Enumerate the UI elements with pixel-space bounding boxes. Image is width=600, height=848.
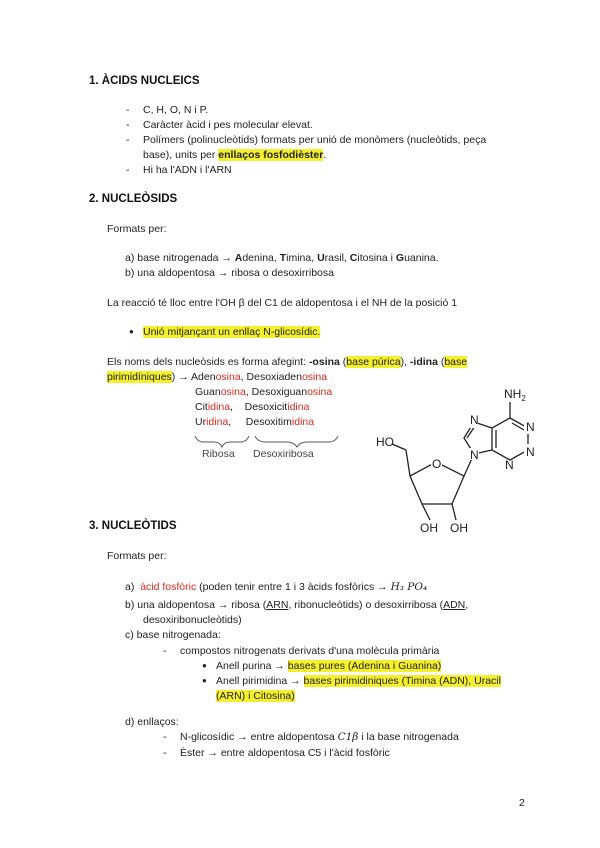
arn: ARN	[266, 599, 289, 611]
ch2-bond	[406, 450, 410, 476]
text: Anell pirimidina →	[216, 675, 304, 687]
n-label: N	[526, 445, 535, 459]
name-row: Guanosina, Desoxiguanosina	[195, 386, 333, 398]
nh2-label: $NH_2$	[504, 387, 526, 403]
letter: C	[349, 252, 358, 264]
n-label: N	[470, 448, 479, 462]
bond-bullet	[143, 325, 320, 339]
list-item-a	[125, 251, 439, 265]
heading-nucleotids: 3. NUCLEÒTIDS	[89, 520, 177, 532]
o-label: O	[432, 457, 442, 471]
names-line-1: Els noms dels nucleòsids es forma afegint: -osina (base púrica), -idina (base	[107, 356, 468, 368]
text: denina,	[242, 252, 280, 264]
text: rasil,	[324, 252, 350, 264]
pyrimidine-ring	[492, 418, 528, 460]
highlight-pirimidiniques: pirimidíniques	[107, 371, 172, 383]
page-number: 2	[519, 797, 525, 809]
text: .	[323, 149, 327, 161]
formats-label: Formats per:	[107, 550, 167, 562]
purina-bullet	[216, 659, 441, 673]
oh-label: OH	[450, 521, 468, 535]
suffix-idina: -idina	[409, 356, 438, 368]
text: Els noms dels nucleòsids es forma afegint:	[107, 356, 309, 368]
adn: ADN	[443, 599, 466, 611]
suffix: idina	[206, 416, 229, 428]
text: N-glicosídic → entre aldopentosa	[180, 731, 338, 743]
highlight-enllacos: enllaços fosfodièster	[218, 149, 324, 161]
text: Anell purina →	[216, 660, 288, 672]
ho-label: HO	[376, 435, 394, 449]
suffix: osina	[307, 386, 333, 398]
highlight-base-purica: base púrica	[346, 356, 401, 368]
heading-nucleosids: 2. NUCLEÒSIDS	[89, 193, 178, 205]
text: base), units per	[143, 149, 219, 161]
highlight-pirimidina: bases pirimidiniques (Timina (ADN), Uracil	[303, 675, 501, 687]
list-item-continuation	[143, 148, 326, 162]
text: Cit	[195, 401, 208, 413]
text: uanina.	[404, 252, 439, 264]
text: (poden tenir entre 1 i 3 àcids fosfòrics →	[196, 581, 391, 593]
text: imina,	[286, 252, 318, 264]
list-item-a	[125, 580, 427, 594]
reaction-text: La reacció té lloc entre l'OH β del C1 de aldopentosa i el NH de la posició 1	[107, 297, 458, 309]
text: ) → Aden	[171, 371, 216, 383]
suffix-osina: -osina	[308, 356, 340, 368]
oh-bond	[422, 504, 430, 520]
list-item: - C, H, O, N i P.	[143, 103, 208, 117]
letter: U	[317, 252, 325, 264]
letter: A	[234, 252, 243, 264]
desoxiribosa-label: Desoxiribosa	[253, 448, 314, 460]
ribosa-label: Ribosa	[202, 448, 235, 460]
list-item-b-cont: desoxiribonucleòtids)	[143, 614, 242, 626]
text: a) base nitrogenada →	[125, 252, 235, 264]
highlight-bond: Unió mitjançant un enllaç N-glicosídic.	[143, 326, 321, 338]
text: Desoxicit	[244, 401, 288, 413]
ho-bond	[392, 444, 406, 450]
label: a)	[125, 581, 135, 593]
pirimidina-bullet	[216, 674, 501, 688]
letter: T	[279, 252, 287, 264]
formats-label: Formats per:	[107, 223, 167, 235]
list-item-b: b) una aldopentosa → ribosa o desoxirribosa	[125, 267, 334, 279]
text: Desoxiguan	[251, 386, 308, 398]
math: C1β	[337, 731, 359, 743]
letter: G	[395, 252, 405, 264]
adenosine-structure	[372, 378, 572, 538]
oh-label: OH	[420, 521, 438, 535]
text: itosina i	[357, 252, 396, 264]
list-item: - Hi ha l'ADN i l'ARN	[143, 163, 232, 177]
text: Ur	[195, 416, 207, 428]
names-line-2: pirimidíniques) → Adenosina, Desoxiadenosina	[107, 371, 328, 383]
suffix: osina	[301, 371, 328, 383]
oh-bond	[452, 504, 456, 520]
list-item-d: d) enllaços:	[125, 716, 179, 728]
formula: H₃ PO₄	[390, 581, 428, 593]
list-item: - Caràcter àcid i pes molecular elevat.	[143, 118, 313, 132]
text: ,	[465, 599, 469, 611]
highlight-base: base	[444, 356, 468, 368]
suffix: idina	[207, 401, 231, 413]
n-label: N	[505, 458, 514, 472]
heading-acids-nucleics: 1. ÀCIDS NUCLEICS	[89, 75, 200, 87]
text: Desoxiaden	[246, 371, 302, 383]
text: Desoxitim	[245, 416, 292, 428]
suffix: osina	[215, 371, 241, 383]
suffix: osina	[220, 386, 246, 398]
highlight-pirimidina: (ARN) i Citosina)	[216, 690, 295, 702]
suffix: idina	[287, 401, 310, 413]
text: b) una aldopentosa → ribosa (	[125, 599, 267, 611]
name-row: Uridina, Desoxitimidina	[195, 416, 315, 428]
acid-fosforic: àcid fosfòric	[140, 581, 197, 593]
list-item-c: c) base nitrogenada:	[125, 629, 221, 641]
highlight-purina: bases pures (Adenina i Guanina)	[287, 660, 442, 672]
sub-item: - compostos nitrogenats derivats d'una molècula primària	[180, 644, 439, 658]
n-label: N	[526, 420, 535, 434]
n-label: N	[470, 413, 479, 427]
list-item: - Polímers (polinucleòtids) formats per unió de monòmers (nucleòtids, peça	[143, 133, 486, 147]
name-row: Citidina, Desoxicitidina	[195, 401, 310, 413]
text: i la base nitrogenada	[358, 731, 459, 743]
text: Guan	[195, 386, 221, 398]
sub-item	[180, 730, 459, 744]
list-item-b	[125, 598, 468, 612]
pirimidina-cont	[216, 689, 295, 703]
sub-item: - Èster → entre aldopentosa C5 i l'àcid fosfòric	[180, 746, 390, 760]
suffix: idina	[291, 416, 315, 428]
text: , ribonucleòtids) o desoxirribosa (	[288, 599, 444, 611]
